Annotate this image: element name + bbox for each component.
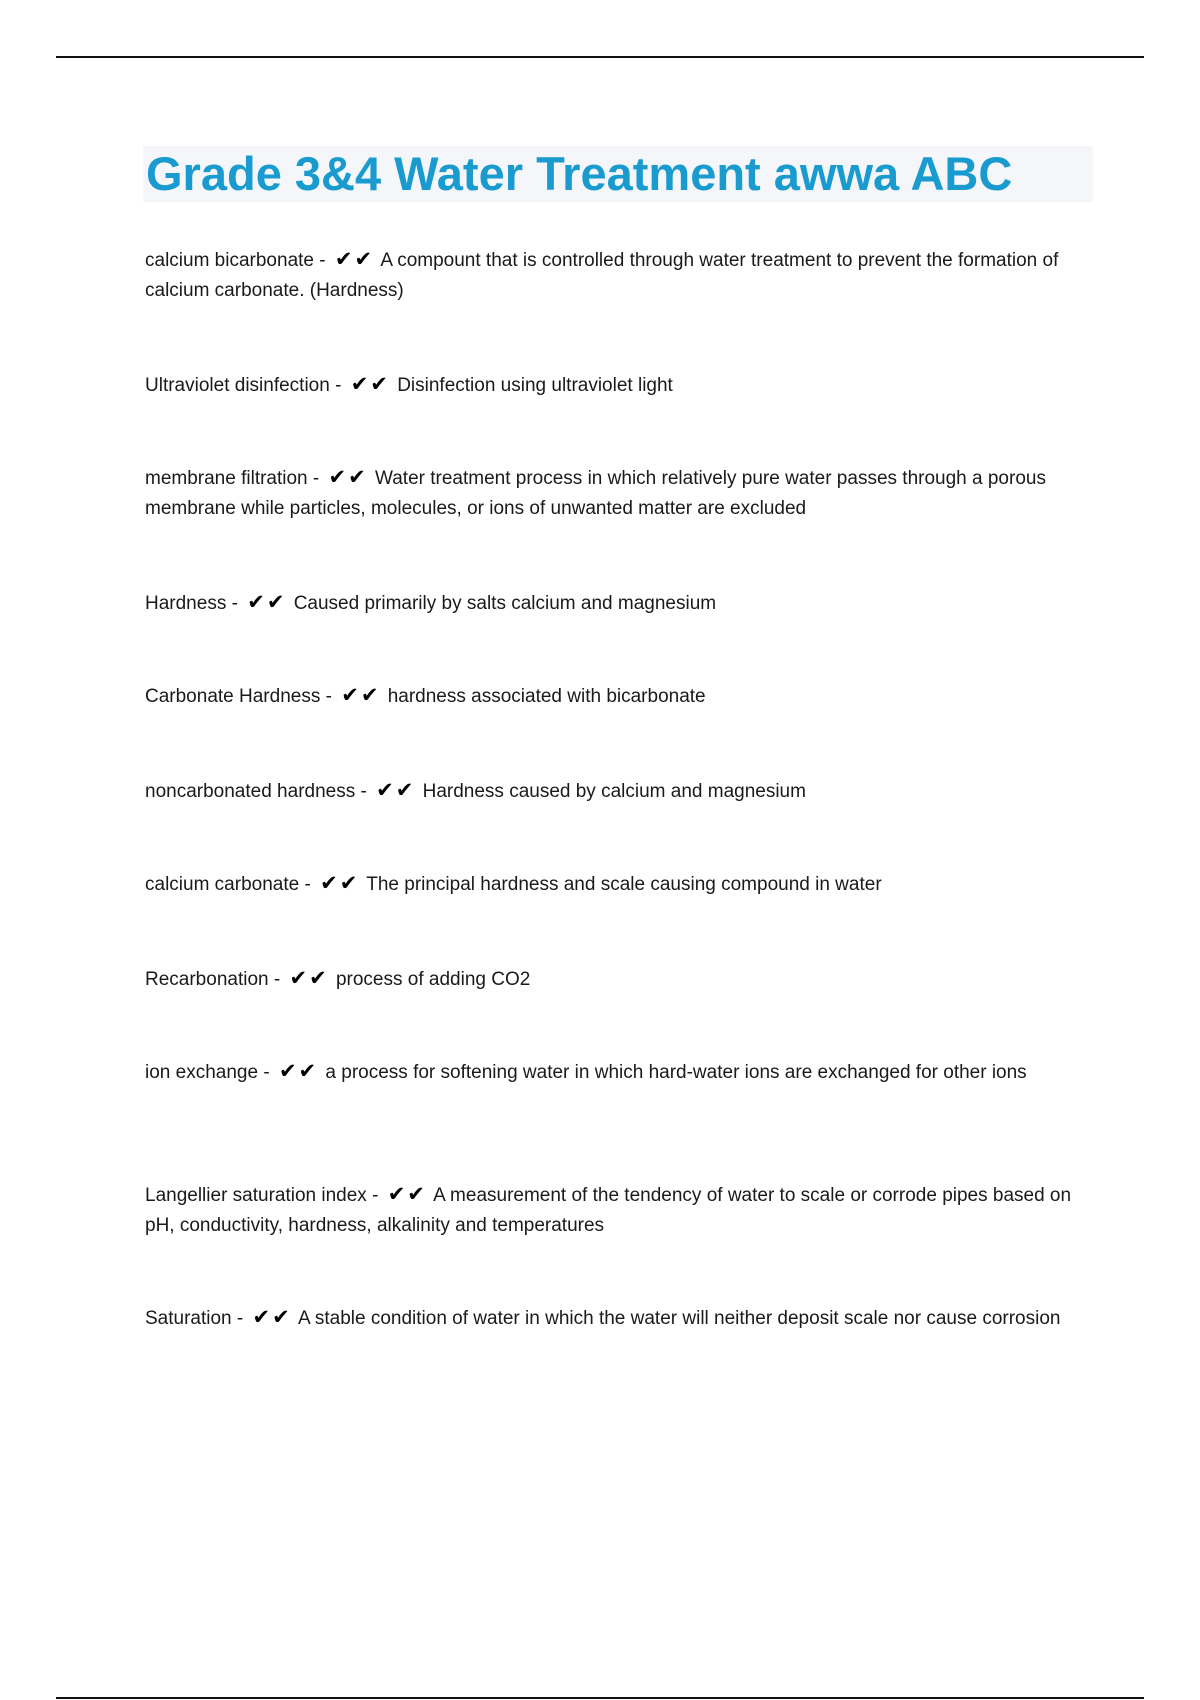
double-check-icon: ✔✔: [320, 871, 360, 895]
list-item: [145, 1302, 1075, 1334]
list-item: [145, 680, 1075, 712]
page-title: Grade 3&4 Water Treatment awwa ABC: [146, 147, 1013, 200]
separator: -: [335, 375, 342, 396]
definition: Water treatment process in which relatively pure water passes through a porous membrane while particles, molecules, or ions of unwanted matter are excluded: [145, 468, 1046, 519]
definition: A measurement of the tendency of water to scale or corrode pipes based on pH, conductivity, hardness, alkalinity and temperatures: [145, 1185, 1072, 1236]
list-item: [145, 462, 1075, 524]
list-item: [145, 963, 1075, 995]
definition: process of adding CO2: [335, 969, 531, 990]
separator: -: [273, 969, 281, 990]
list-item: [145, 587, 1075, 619]
list-item: [145, 369, 1075, 401]
double-check-icon: ✔✔: [247, 590, 287, 614]
definition: a process for softening water in which hard-water ions are exchanged for other ions: [325, 1062, 1027, 1083]
separator: -: [325, 686, 332, 707]
separator: -: [263, 1062, 270, 1083]
term: Ultraviolet disinfection: [145, 375, 330, 396]
double-check-icon: ✔✔: [252, 1305, 292, 1329]
term: Carbonate Hardness: [145, 686, 321, 707]
term: Recarbonation: [145, 969, 269, 990]
separator: -: [231, 593, 238, 614]
list-item: [145, 1179, 1075, 1241]
separator: -: [319, 250, 326, 271]
list-item: [145, 244, 1075, 306]
definition: Disinfection using ultraviolet light: [397, 375, 673, 396]
double-check-icon: ✔✔: [278, 1059, 319, 1083]
separator: -: [312, 468, 320, 489]
definition: Caused primarily by salts calcium and magnesium: [293, 593, 717, 614]
term: Hardness: [145, 593, 227, 614]
term: Langellier saturation index: [145, 1185, 367, 1206]
separator: -: [304, 874, 311, 895]
separator: -: [372, 1185, 379, 1206]
term: calcium bicarbonate: [145, 250, 314, 271]
term: Saturation: [145, 1308, 232, 1329]
definition: The principal hardness and scale causing compound in water: [366, 874, 882, 895]
double-check-icon: ✔✔: [334, 247, 375, 271]
definition: hardness associated with bicarbonate: [387, 686, 706, 707]
definition: A compount that is controlled through water treatment to prevent the formation of calcium carbonate. (Hardness): [145, 250, 1059, 301]
term: membrane filtration: [145, 468, 308, 489]
list-item: [145, 868, 1075, 900]
term: ion exchange: [145, 1062, 259, 1083]
bottom-rule: [56, 1697, 1144, 1699]
separator: -: [236, 1308, 244, 1329]
definition: A stable condition of water in which the water will neither deposit scale nor cause corrosion: [297, 1308, 1061, 1329]
double-check-icon: ✔✔: [350, 372, 390, 396]
separator: -: [360, 781, 367, 802]
definition: Hardness caused by calcium and magnesium: [422, 781, 806, 802]
list-item: [145, 1056, 1075, 1088]
double-check-icon: ✔✔: [328, 465, 368, 489]
list-item: [145, 775, 1075, 807]
double-check-icon: ✔✔: [341, 683, 381, 707]
double-check-icon: ✔✔: [289, 966, 329, 990]
double-check-icon: ✔✔: [376, 778, 416, 802]
term: calcium carbonate: [145, 874, 300, 895]
top-rule: [56, 56, 1144, 58]
double-check-icon: ✔✔: [387, 1182, 427, 1206]
term: noncarbonated hardness: [145, 781, 356, 802]
